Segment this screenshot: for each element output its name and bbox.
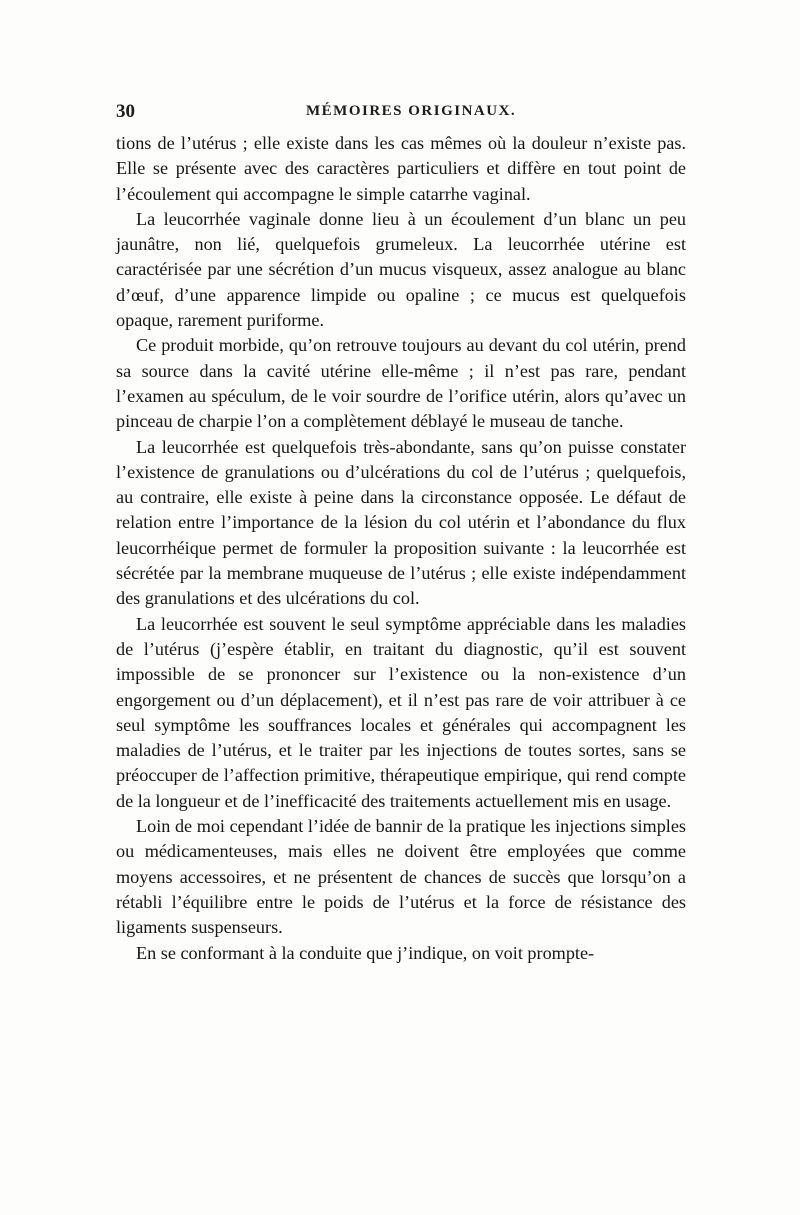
paragraph: La leucorrhée vaginale donne lieu à un écoulement d’un blanc un peu jaunâtre, non lié, quelquefois grumeleux. La leucorrhée utérine est caractérisée par une sécrétion d’un mucus visqueux, assez analogue au blanc d’œuf, d’une apparence limpide ou opaline ; ce mucus est quelquefois opaque, rarement puriforme. bbox=[116, 208, 686, 331]
paragraph: Loin de moi cependant l’idée de bannir de la pratique les injections simples ou médicamenteuses, mais elles ne doivent être employées que comme moyens accessoires, et ne présentent de chances de succès que lorsqu’on a rétabli l’équilibre entre le poids de l’utérus et la force de résistance des ligaments suspenseurs. bbox=[116, 816, 686, 938]
paragraph: Ce produit morbide, qu’on retrouve toujours au devant du col utérin, prend sa source dans la cavité utérine elle-même ; il n’est pas rare, pendant l’examen au spéculum, de le voir sourdre de l’orifice utérin, alors qu’avec un pinceau de charpie l’on a complètement déblayé le museau de tanche. bbox=[116, 335, 686, 432]
page-header bbox=[116, 101, 686, 125]
body-text bbox=[116, 131, 686, 966]
running-title: MÉMOIRES ORIGINAUX. bbox=[306, 103, 517, 119]
paragraph-continuation: tions de l’utérus ; elle existe dans les cas mêmes où la douleur n’existe pas. Elle se présente avec des caractères particuliers et diffère en tout point de l’écoulement qui accompagne le simple catarrhe vaginal. bbox=[116, 133, 686, 204]
paragraph: La leucorrhée est quelquefois très-abondante, sans qu’on puisse constater l’existence de granulations ou d’ulcérations du col de l’utérus ; quelquefois, au contraire, elle existe à peine dans la circonstance opposée. Le défaut de relation entre l’importance de la lésion du col utérin et l’abondance du flux leucorrhéique permet de formuler la proposition suivante : la leucorrhée est sécrétée par la membrane muqueuse de l’utérus ; elle existe indépendamment des granulations et des ulcérations du col. bbox=[116, 436, 686, 609]
paragraph: La leucorrhée est souvent le seul symptôme appréciable dans les maladies de l’utérus (j’espère établir, en traitant du diagnostic, qu’il est souvent impossible de se prononcer sur l’existence ou la non-existence d’un engorgement ou d’un déplacement), et il n’est pas rare de voir attribuer à ce seul symptôme les souffrances locales et générales qui accompagnent les maladies de l’utérus, et le traiter par les injections de toutes sortes, sans se préoccuper de l’affection primitive, thérapeutique empirique, qui rend compte de la longueur et de l’inefficacité des traitements actuellement mis en usage. bbox=[116, 613, 686, 811]
page-number: 30 bbox=[116, 101, 135, 122]
paragraph-last: En se conformant à la conduite que j’indique, on voit prompte- bbox=[136, 942, 595, 963]
